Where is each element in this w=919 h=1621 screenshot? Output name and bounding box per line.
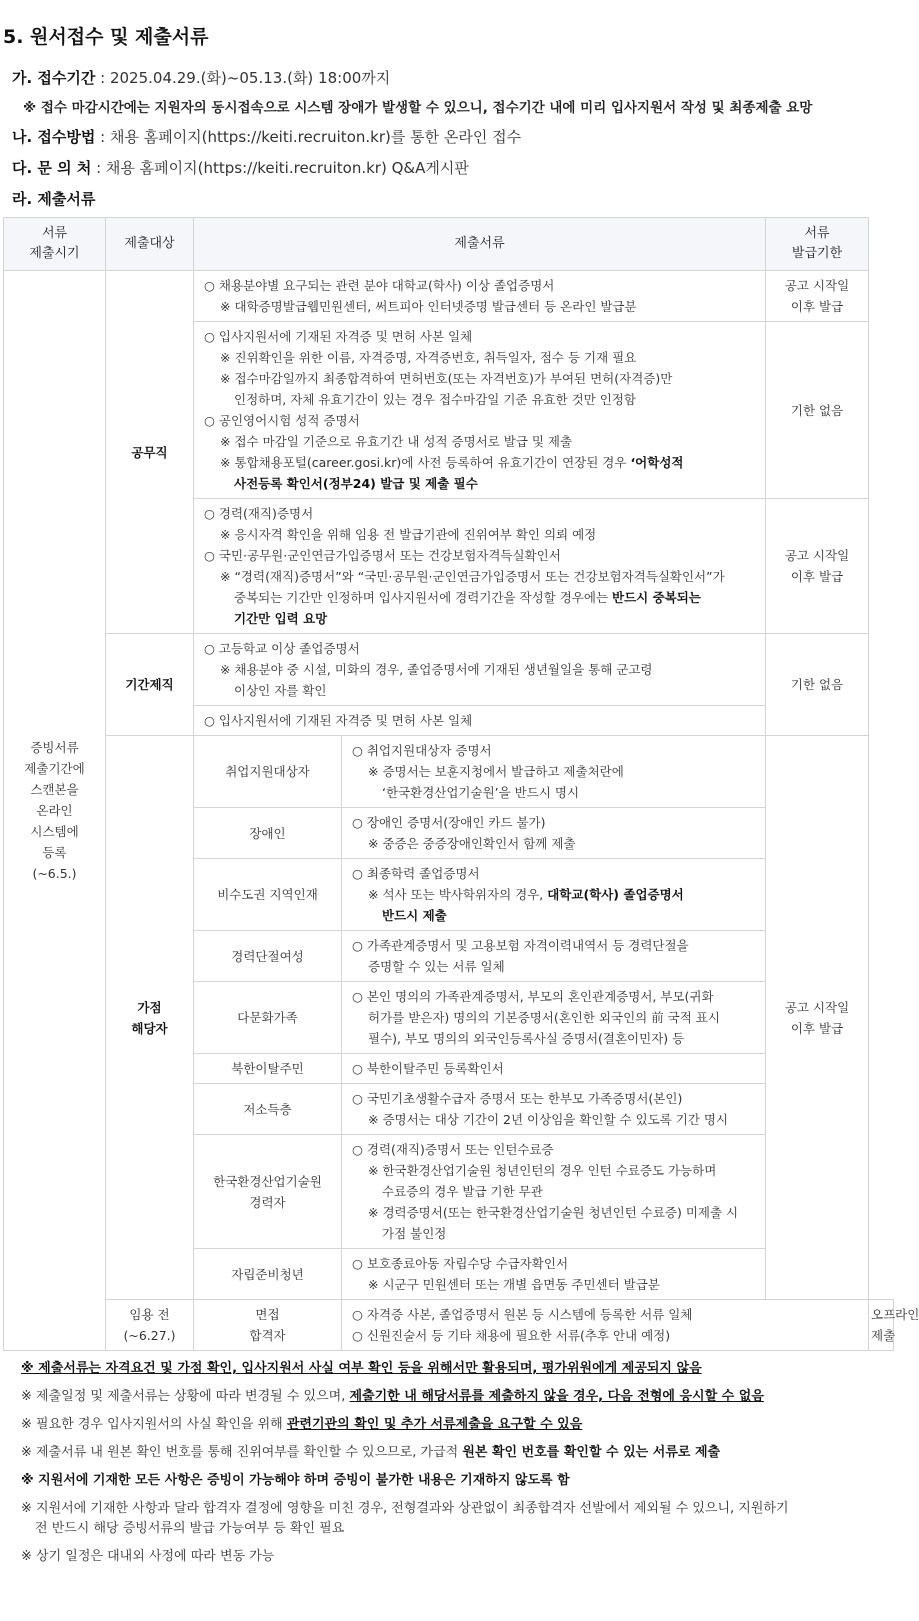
method-label: 나. 접수방법 [12,128,96,146]
bonus-docs: ○ 장애인 증명서(장애인 카드 불가) ※ 중증은 중증장애인확인서 함께 제출 [342,808,766,859]
group-contract: 기간제직 [106,634,194,736]
contact-label: 다. 문 의 처 [12,159,92,177]
table-row [4,634,894,706]
group-bonus: 가점 해당자 [106,736,194,1300]
timing-main-cell: 증빙서류 제출기간에 스캔본을 온라인 시스템에 등록 (~6.5.) [4,271,106,1351]
public-docs-career: ○ 경력(재직)증명서 ※ 응시자격 확인을 위해 임용 전 발급기관에 진위여부 확인 의뢰 예정 ○ 국민·공무원·군인연금가입증명서 또는 건강보험자격득실확인서 ※ “경력(재직)증명서”와 “국민·공무원·군인연금가입증명서 또는 건강보험자격득실확인서”가 중복되는 기간만 인정하며 입사지원서에 경력기간을 작성할 경우에는 반드시 중복되는 기간만 입력 요망 [194,499,766,634]
note-evidence: ※ 지원서에 기재한 모든 사항은 증빙이 가능해야 하며 증빙이 불가한 내용은 기재하지 않도록 함 [21,1473,570,1488]
deadline-after: 공고 시작일 이후 발급 [766,736,869,1300]
contract-docs-diploma: ○ 고등학교 이상 졸업증명서 ※ 채용분야 중 시설, 미화의 경우, 졸업증명서에 기재된 생년월일을 통해 군고령 이상인 자를 확인 [194,634,766,706]
deadline-offline: 오프라인 제출 [869,1300,894,1351]
header-deadline: 서류 발급기한 [766,218,869,271]
contract-docs-certificates: ○ 입사지원서에 기재된 자격증 및 면허 사본 일체 [194,706,766,736]
notes-section [21,1359,897,1567]
table-row [4,736,894,808]
table-row [4,271,894,322]
note-schedule-change: ※ 상기 일정은 대내외 사정에 따라 변동 가능 [21,1549,275,1564]
deadline-none: 기한 없음 [766,322,869,499]
bonus-name: 경력단절여성 [194,931,342,982]
group-interview: 면접 합격자 [194,1300,342,1351]
bonus-docs: ○ 경력(재직)증명서 또는 인턴수료증 ※ 한국환경산업기술원 청년인턴의 경우 인턴 수료증도 가능하며 수료증의 경우 발급 기한 무관 ※ 경력증명서(또는 한국환경산업기술원 청년인턴 수료증) 미제출 시 가점 불인정 [342,1135,766,1249]
period-value: : 2025.04.29.(화)~05.13.(화) 18:00까지 [95,69,391,87]
section-title: 5. 원서접수 및 제출서류 [3,26,209,48]
table-row [4,1300,894,1351]
bonus-name: 다문화가족 [194,982,342,1054]
header-documents: 제출서류 [194,218,766,271]
table-header-row [4,218,894,271]
note-exclusion-cont: 전 반드시 해당 증빙서류의 발급 가능여부 등 확인 필요 [35,1521,345,1536]
bonus-docs: ○ 본인 명의의 가족관계증명서, 부모의 혼인관계증명서, 부모(귀화 허가를 받은자) 명의의 기본증명서(혼인한 외국인의 前 국적 표시 필수), 부모 명의의 외국인등록사실 증명서(결혼이민자) 등 [342,982,766,1054]
bonus-name: 취업지원대상자 [194,736,342,808]
bonus-name: 한국환경산업기술원 경력자 [194,1135,342,1249]
bonus-docs: ○ 북한이탈주민 등록확인서 [342,1054,766,1084]
period-note: ※ 접수 마감시간에는 지원자의 동시접속으로 시스템 장애가 발생할 수 있으니, 접수기간 내에 미리 입사지원서 작성 및 최종제출 요망 [23,100,813,116]
deadline-after: 공고 시작일 이후 발급 [766,499,869,634]
note-usage: ※ 제출서류는 자격요건 및 가점 확인, 입사지원서 사실 여부 확인 등을 위해서만 활용되며, 평가위원에게 제공되지 않음 [21,1361,702,1376]
note-exclusion: ※ 지원서에 기재한 사항과 달라 합격자 결정에 영향을 미친 경우, 전형결과와 상관없이 최종합격자 선발에서 제외될 수 있으니, 지원하기 [21,1501,789,1516]
public-docs-certificates: ○ 입사지원서에 기재된 자격증 및 면허 사본 일체 ※ 진위확인을 위한 이름, 자격증명, 자격증번호, 취득일자, 점수 등 기재 필요 ※ 접수마감일까지 최종합격하여 면허번호(또는 자격번호)가 부여된 면허(자격증)만 인정하며, 자체 유효기간이 있는 경우 접수마감일 기준 유효한 것만 인정함 ○ 공인영어시험 성적 증명서 ※ 접수 마감일 기준으로 유효기간 내 성적 증명서로 발급 및 제출 ※ 통합채용포털(career.gosi.kr)에 사전 등록하여 유효기간이 연장된 경우 ‘어학성적 사전등록 확인서(정부24) 발급 및 제출 필수 [194,322,766,499]
group-public: 공무직 [106,271,194,634]
bonus-name: 비수도권 지역인재 [194,859,342,931]
bonus-docs: ○ 국민기초생활수급자 증명서 또는 한부모 가족증명서(본인) ※ 증명서는 대상 기간이 2년 이상임을 확인할 수 있도록 기간 명시 [342,1084,766,1135]
bonus-name: 북한이탈주민 [194,1054,342,1084]
note-schedule: ※ 제출일정 및 제출서류는 상황에 따라 변경될 수 있으며, 제출기한 내 해당서류를 제출하지 않을 경우, 다음 전형에 응시할 수 없음 [21,1389,764,1404]
docs-subtitle: 라. 제출서류 [12,190,96,208]
bonus-name: 장애인 [194,808,342,859]
public-docs-degree: ○ 채용분야별 요구되는 관련 분야 대학교(학사) 이상 졸업증명서 ※ 대학증명발급웹민원센터, 써트피아 인터넷증명 발급센터 등 온라인 발급분 [194,271,766,322]
bonus-name: 자립준비청년 [194,1249,342,1300]
period-label: 가. 접수기간 [12,69,96,87]
period-line [12,67,897,88]
bonus-docs: ○ 취업지원대상자 증명서 ※ 증명서는 보훈지청에서 발급하고 제출처란에 ‘한국환경산업기술원’을 반드시 명시 [342,736,766,808]
bonus-name: 저소득층 [194,1084,342,1135]
interview-docs: ○ 자격증 사본, 졸업증명서 원본 등 시스템에 등록한 서류 일체 ○ 신원진술서 등 기타 채용에 필요한 서류(추후 안내 예정) [342,1300,869,1351]
note-verification: ※ 필요한 경우 입사지원서의 사실 확인을 위해 관련기관의 확인 및 추가 서류제출을 요구할 수 있음 [21,1417,583,1432]
method-line [12,126,897,147]
bonus-docs: ○ 보호종료아동 자립수당 수급자확인서 ※ 시군구 민원센터 또는 개별 읍면동 주민센터 발급분 [342,1249,766,1300]
note-original-number: ※ 제출서류 내 원본 확인 번호를 통해 진위여부를 확인할 수 있으므로, 가급적 원본 확인 번호를 확인할 수 있는 서류로 제출 [21,1445,721,1460]
bonus-docs: ○ 가족관계증명서 및 고용보험 자격이력내역서 등 경력단절을 증명할 수 있는 서류 일체 [342,931,766,982]
method-value: : 채용 홈페이지(https://keiti.recruiton.kr)를 통한 온라인 접수 [95,128,522,146]
contact-value: : 채용 홈페이지(https://keiti.recruiton.kr) Q&A게시판 [91,159,469,177]
interview-timing: 임용 전 (~6.27.) [106,1300,194,1351]
deadline-after: 공고 시작일 이후 발급 [766,271,869,322]
header-target: 제출대상 [106,218,194,271]
deadline-none: 기한 없음 [766,634,869,736]
header-timing: 서류 제출시기 [4,218,106,271]
documents-table [3,217,919,1351]
contact-line [12,157,897,178]
bonus-docs: ○ 최종학력 졸업증명서 ※ 석사 또는 박사학위자의 경우, 대학교(학사) 졸업증명서 반드시 제출 [342,859,766,931]
